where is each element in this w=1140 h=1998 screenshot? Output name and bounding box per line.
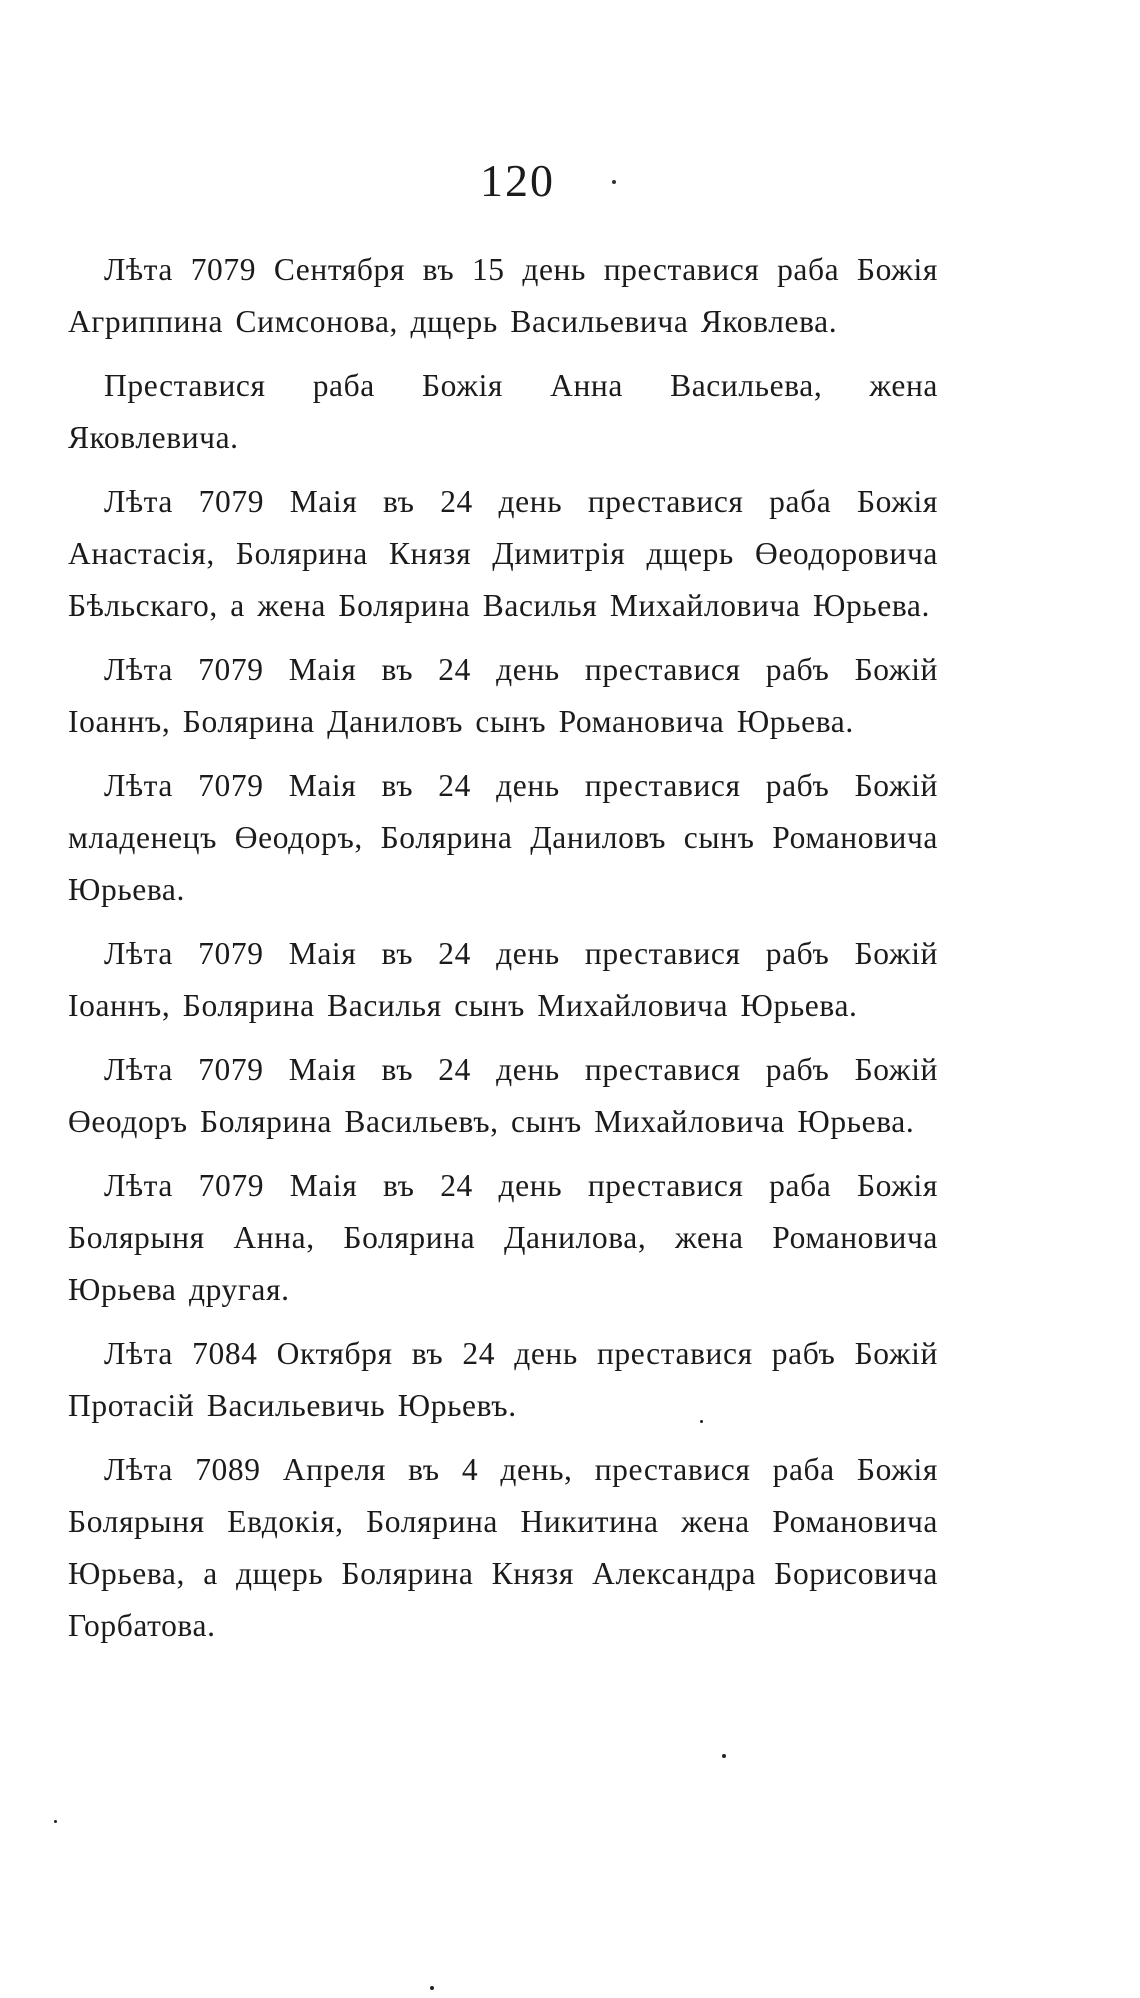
entry-9: Лѣта 7084 Октября въ 24 день преставися рабъ Божій Протасій Васильевичь Юрьевъ.: [68, 1336, 938, 1423]
chronicle-text: [68, 244, 938, 1664]
ink-speck: [430, 1986, 434, 1990]
entry-8: Лѣта 7079 Маія въ 24 день преставися раба Божія Болярыня Анна, Болярина Данилова, жена Романовича Юрьева другая.: [68, 1168, 938, 1307]
entry-5: Лѣта 7079 Маія въ 24 день преставися рабъ Божій младенецъ Өеодоръ, Болярина Даниловъ сынъ Романовича Юрьева.: [68, 768, 938, 907]
ink-speck: [612, 180, 616, 184]
page-number: 120: [480, 155, 555, 206]
ink-speck: [700, 1420, 703, 1423]
entry-10: Лѣта 7089 Апреля въ 4 день, преставися раба Божія Болярыня Евдокія, Болярина Никитина жена Романовича Юрьева, а дщерь Болярина Князя Александра Борисовича Горбатова.: [68, 1452, 938, 1643]
entry-7: Лѣта 7079 Маія въ 24 день преставися рабъ Божій Өеодоръ Болярина Васильевъ, сынъ Михайловича Юрьева.: [68, 1052, 938, 1139]
entry-2: Преставися раба Божія Анна Васильева, жена Яковлевича.: [68, 368, 938, 455]
entry-1: Лѣта 7079 Сентября въ 15 день преставися раба Божія Агриппина Симсонова, дщерь Васильевича Яковлева.: [68, 252, 938, 339]
entry-6: Лѣта 7079 Маія въ 24 день преставися рабъ Божій Іоаннъ, Болярина Василья сынъ Михайловича Юрьева.: [68, 936, 938, 1023]
entry-4: Лѣта 7079 Маія въ 24 день преставися рабъ Божій Іоаннъ, Болярина Даниловъ сынъ Романовича Юрьева.: [68, 652, 938, 739]
entry-3: Лѣта 7079 Маія въ 24 день преставися раба Божія Анастасія, Болярина Князя Димитрія дщерь Өеодоровича Бѣльскаго, а жена Болярина Василья Михайловича Юрьева.: [68, 484, 938, 623]
ink-speck: [54, 1820, 57, 1823]
ink-speck: [722, 1754, 726, 1758]
